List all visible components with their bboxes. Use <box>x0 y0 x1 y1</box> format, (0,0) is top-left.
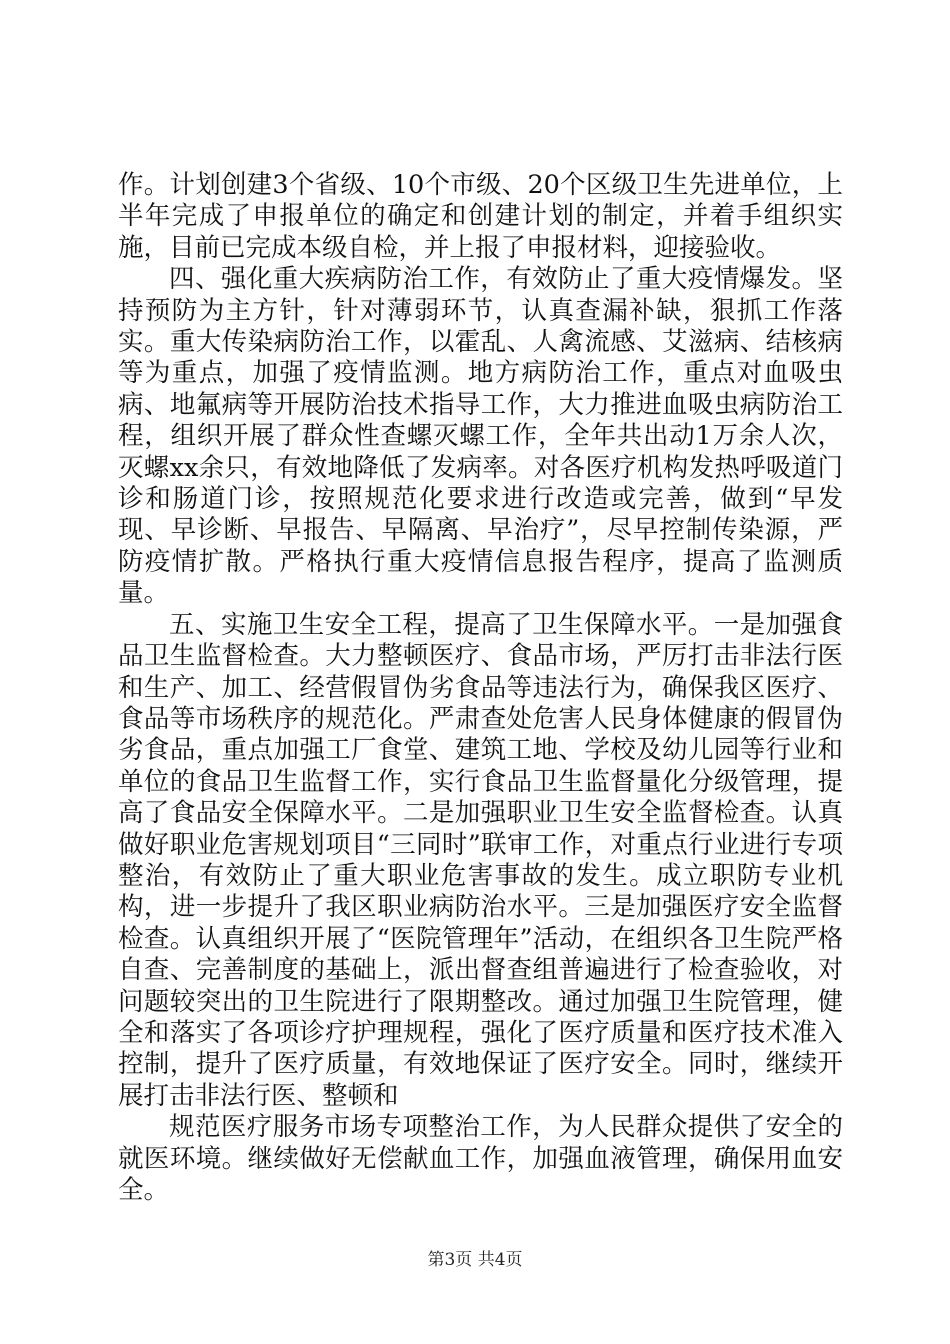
paragraph-continuation: 作。计划创建3个省级、10个市级、20个区级卫生先进单位，上半年完成了申报单位的确定和创建计划的制定，并着手组织实施，目前已完成本级自检，并上报了申报材料，迎接验收。 <box>118 170 843 263</box>
paragraph-health-safety: 五、实施卫生安全工程，提高了卫生保障水平。一是加强食品卫生监督检查。大力整顿医疗、食品市场，严厉打击非法行医和生产、加工、经营假冒伪劣食品等违法行为，确保我区医疗、食品等市场秩序的规范化。严肃查处危害人民身体健康的假冒伪劣食品，重点加强工厂食堂、建筑工地、学校及幼儿园等行业和单位的食品卫生监督工作，实行食品卫生监督量化分级管理，提高了食品安全保障水平。二是加强职业卫生安全监督检查。认真做好职业危害规划项目“三同时”联审工作，对重点行业进行专项整治，有效防止了重大职业危害事故的发生。成立职防专业机构，进一步提升了我区职业病防治水平。三是加强医疗安全监督检查。认真组织开展了“医院管理年”活动，在组织各卫生院严格自查、完善制度的基础上，派出督查组普遍进行了检查验收，对问题较突出的卫生院进行了限期整改。通过加强卫生院管理，健全和落实了各项诊疗护理规程，强化了医疗质量和医疗技术准入控制，提升了医疗质量，有效地保证了医疗安全。同时，继续开展打击非法行医、整顿和 <box>118 609 843 1111</box>
document-body <box>118 170 843 1206</box>
page-number-footer: 第3页 共4页 <box>427 1250 523 1270</box>
paragraph-medical-market: 规范医疗服务市场专项整治工作，为人民群众提供了安全的就医环境。继续做好无偿献血工作，加强血液管理，确保用血安全。 <box>118 1112 843 1205</box>
paragraph-disease-prevention: 四、强化重大疾病防治工作，有效防止了重大疫情爆发。坚持预防为主方针，针对薄弱环节，认真查漏补缺，狠抓工作落实。重大传染病防治工作，以霍乱、人禽流感、艾滋病、结核病等为重点，加强了疫情监测。地方病防治工作，重点对血吸虫病、地氟病等开展防治技术指导工作，大力推进血吸虫病防治工程，组织开展了群众性查螺灭螺工作，全年共出动1万余人次，灭螺xx余只，有效地降低了发病率。对各医疗机构发热呼吸道门诊和肠道门诊，按照规范化要求进行改造或完善，做到“早发现、早诊断、早报告、早隔离、早治疗”，尽早控制传染源，严防疫情扩散。严格执行重大疫情信息报告程序，提高了监测质量。 <box>118 264 843 609</box>
